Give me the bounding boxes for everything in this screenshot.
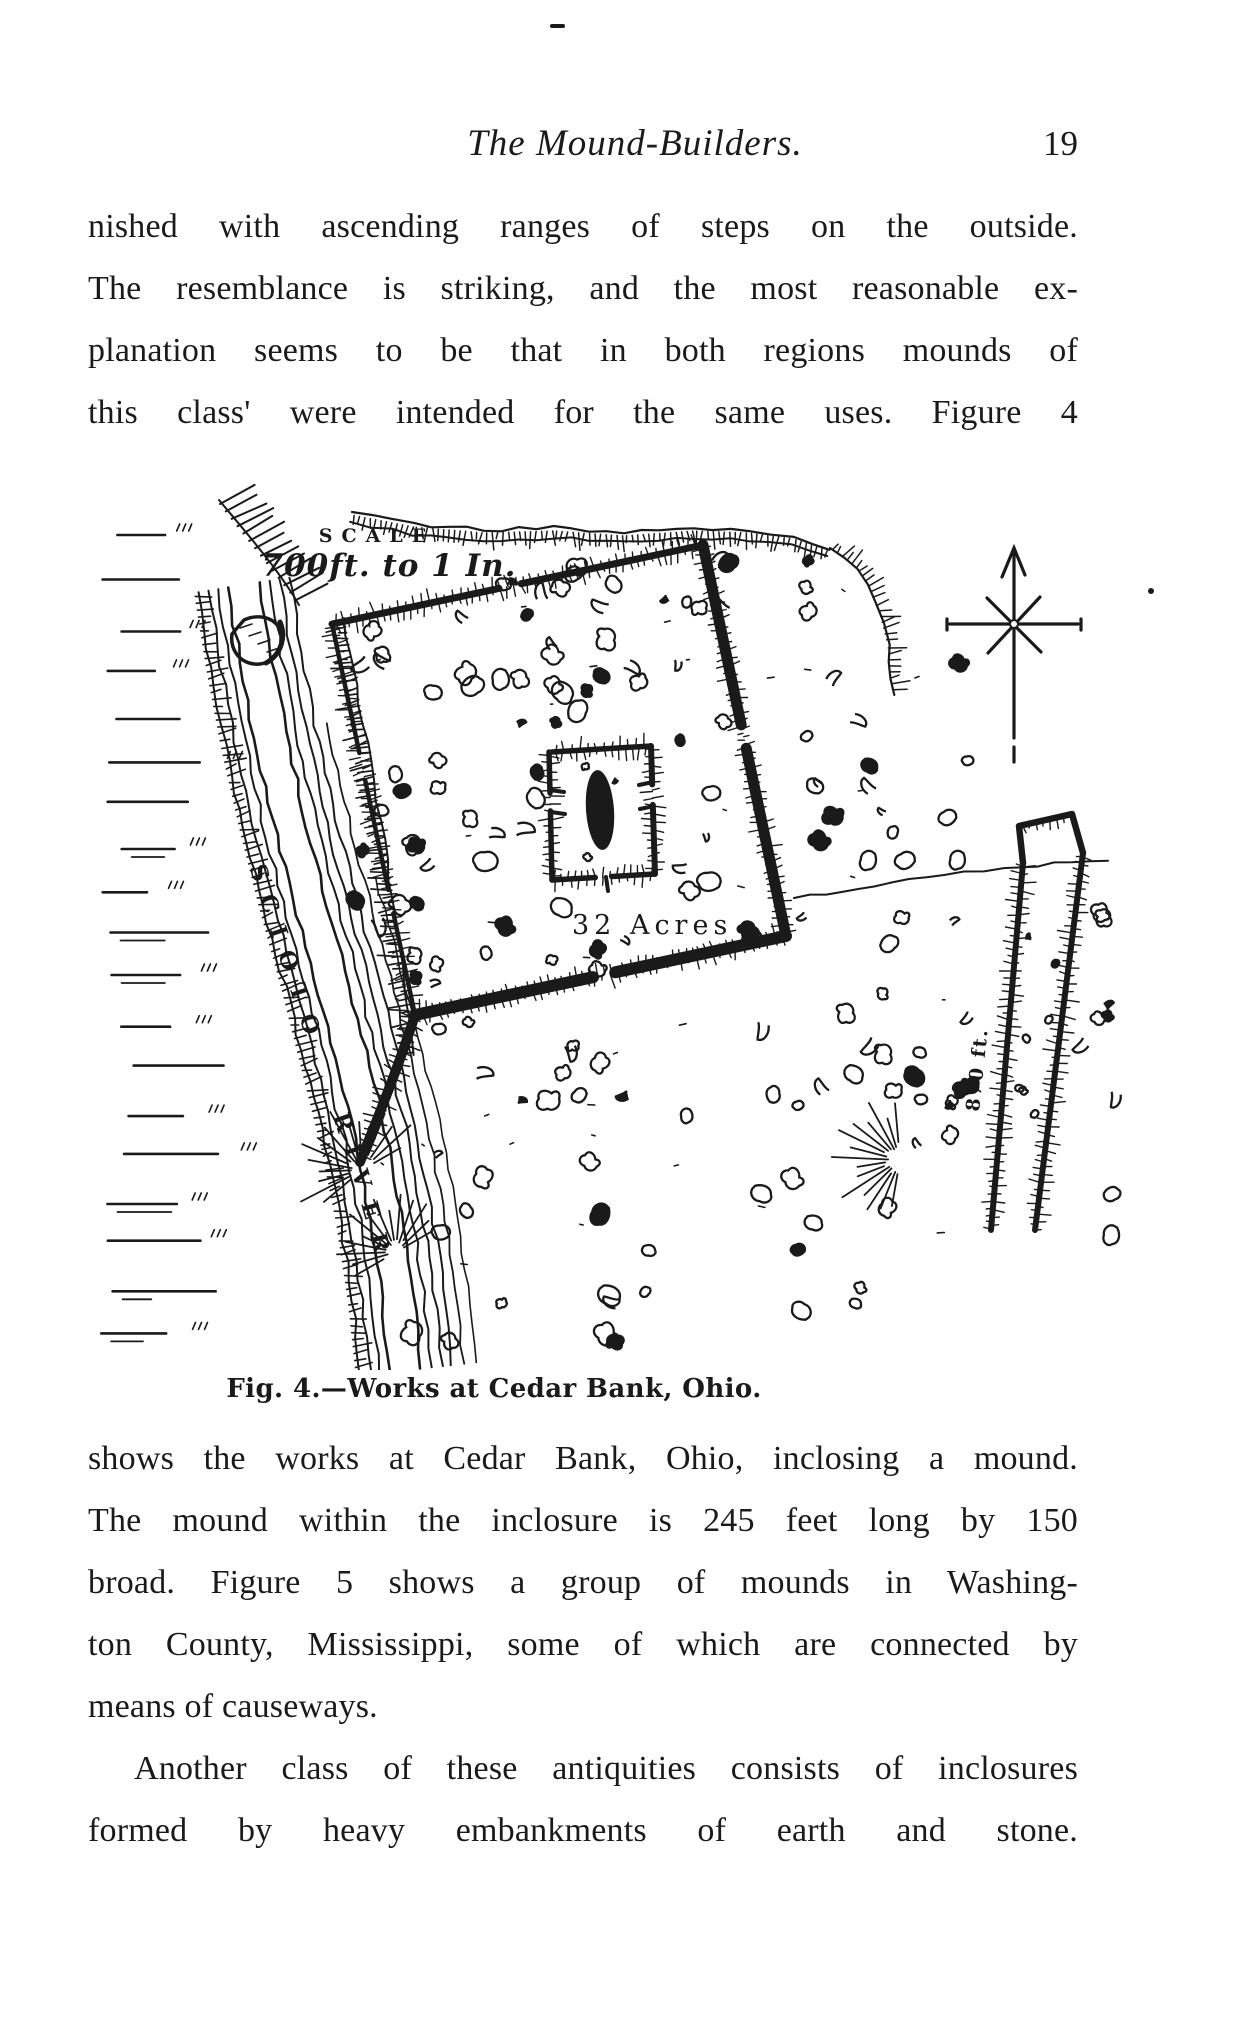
text-line: The mound within the inclosure is 245 feet long by 150 — [88, 1502, 1078, 1539]
text-line: this class' were intended for the same uses. Figure 4 — [88, 394, 1078, 431]
map-scale-value: 700ft. to 1 In. — [261, 548, 517, 584]
text-line: Another class of these antiquities consists of inclosures — [134, 1750, 1078, 1787]
running-header — [88, 122, 1078, 170]
paragraph-1 — [88, 196, 1078, 444]
map-acreage-label: 32 Acres — [572, 910, 733, 941]
map-river-label: SCIOTO RIVER — [243, 860, 399, 1270]
figure-caption: Fig. 4.—Works at Cedar Bank, Ohio. — [226, 1374, 762, 1404]
text-line: shows the works at Cedar Bank, Ohio, inclosing a mound. — [88, 1440, 1078, 1477]
compass-hub — [1010, 620, 1018, 628]
paragraph-2 — [88, 1428, 1078, 1738]
text-line: nished with ascending ranges of steps on the outside. — [88, 208, 1078, 245]
text-line: The resemblance is striking, and the most reasonable ex- — [88, 270, 1078, 307]
text-line: broad. Figure 5 shows a group of mounds in Washing- — [88, 1564, 1078, 1601]
scan-artifact-mark — [550, 24, 565, 28]
text-line: formed by heavy embankments of earth and stone. — [88, 1812, 1078, 1849]
page-title: The Mound-Builders. — [467, 123, 803, 164]
figure-map-cedar-bank — [94, 470, 1134, 1404]
scan-artifact-dot — [1148, 588, 1154, 594]
paragraph-3 — [88, 1738, 1078, 1862]
map-engraving — [94, 470, 1134, 1370]
text-line: planation seems to be that in both regions mounds of — [88, 332, 1078, 369]
text-line: means of causeways. — [88, 1688, 378, 1725]
compass-north-arrow — [947, 548, 1081, 762]
map-scale-heading: SCALE — [318, 525, 436, 547]
text-line: ton County, Mississippi, some of which are connected by — [88, 1626, 1078, 1663]
map-avenue-length-label: 870 ft. — [962, 1026, 993, 1113]
page-number: 19 — [1043, 124, 1078, 163]
